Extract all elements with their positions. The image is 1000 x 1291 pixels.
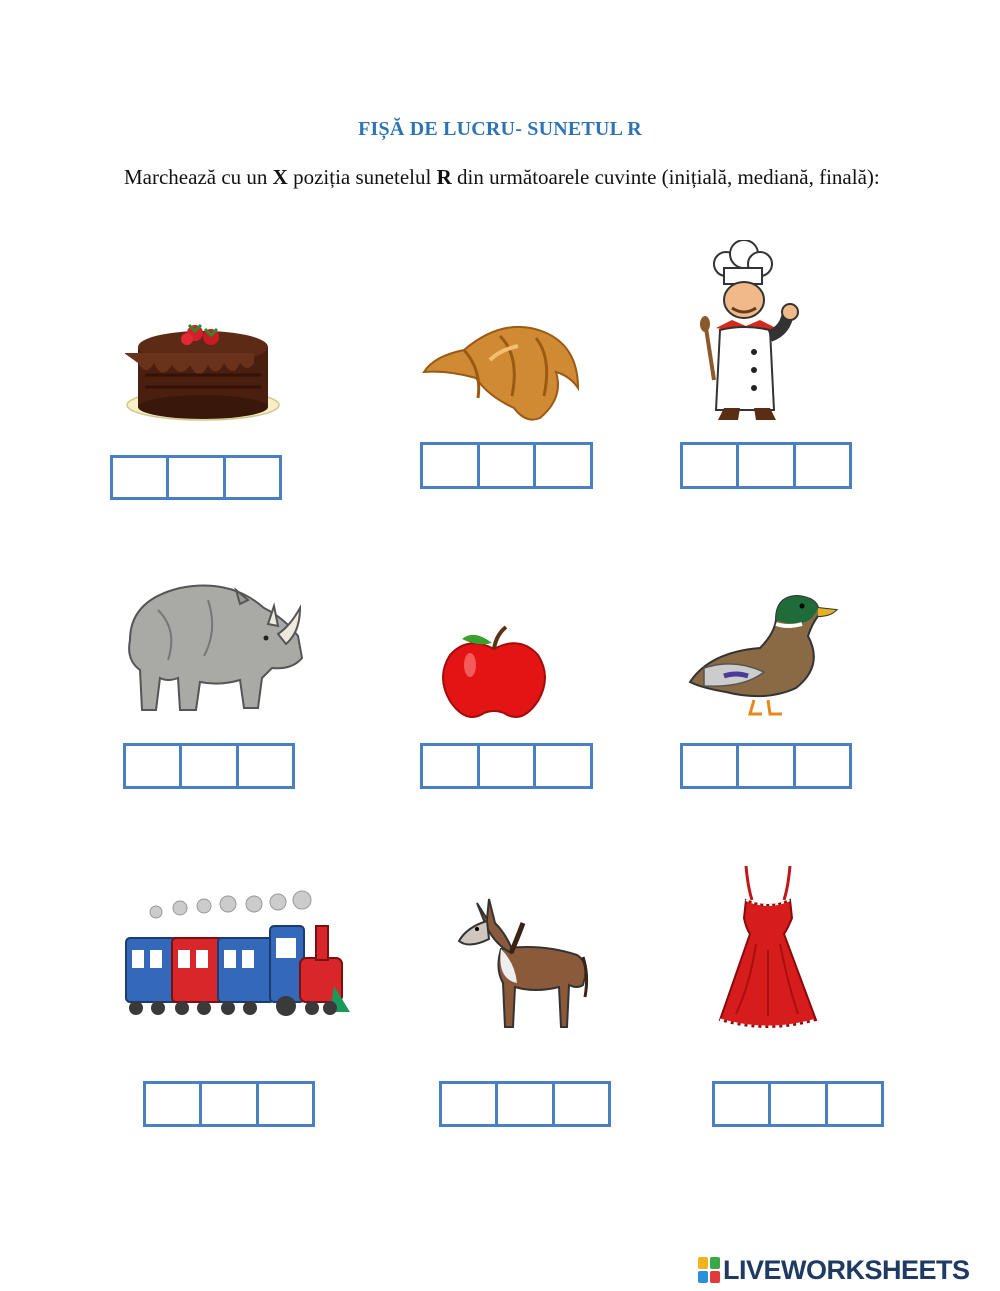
answer-cell-medial[interactable] <box>739 445 795 486</box>
liveworksheets-logo-icon <box>698 1257 720 1283</box>
answer-cell-final[interactable] <box>796 746 849 786</box>
answer-cell-final[interactable] <box>259 1084 312 1124</box>
croissant-image <box>420 320 582 428</box>
answer-boxes-5 <box>420 743 593 789</box>
answer-cell-initial[interactable] <box>442 1084 498 1124</box>
answer-cell-final[interactable] <box>555 1084 608 1124</box>
answer-boxes-8 <box>439 1081 611 1127</box>
chocolate-cake-image <box>125 315 285 425</box>
answer-boxes-1 <box>110 455 282 500</box>
instruction-text: Marchează cu un X poziția sunetelul R din următoarele cuvinte (inițială, mediană, finală): <box>124 165 880 189</box>
mallard-duck-image <box>684 590 839 718</box>
train-image <box>120 890 352 1025</box>
liveworksheets-brand[interactable] <box>698 1255 970 1285</box>
answer-cell-final[interactable] <box>239 746 292 786</box>
answer-cell-initial[interactable] <box>146 1084 202 1124</box>
chef-image <box>698 240 810 428</box>
brand-text: LIVEWORKSHEETS <box>723 1254 970 1285</box>
red-apple-image <box>440 625 552 720</box>
answer-cell-medial[interactable] <box>498 1084 554 1124</box>
donkey-image <box>455 893 591 1033</box>
answer-cell-final[interactable] <box>536 746 590 786</box>
answer-cell-final[interactable] <box>536 445 590 486</box>
answer-cell-initial[interactable] <box>683 445 739 486</box>
rhinoceros-image <box>118 570 306 720</box>
answer-cell-medial[interactable] <box>169 458 225 497</box>
answer-cell-medial[interactable] <box>202 1084 258 1124</box>
answer-cell-initial[interactable] <box>423 445 480 486</box>
answer-boxes-4 <box>123 743 295 789</box>
answer-cell-final[interactable] <box>828 1084 881 1124</box>
answer-cell-medial[interactable] <box>739 746 795 786</box>
answer-cell-final[interactable] <box>226 458 279 497</box>
answer-cell-initial[interactable] <box>715 1084 771 1124</box>
answer-cell-medial[interactable] <box>480 746 537 786</box>
answer-cell-initial[interactable] <box>683 746 739 786</box>
answer-boxes-2 <box>420 442 593 489</box>
red-dress-image <box>716 860 820 1032</box>
answer-cell-initial[interactable] <box>423 746 480 786</box>
answer-cell-final[interactable] <box>796 445 849 486</box>
answer-cell-medial[interactable] <box>771 1084 827 1124</box>
answer-cell-medial[interactable] <box>182 746 238 786</box>
answer-cell-initial[interactable] <box>113 458 169 497</box>
answer-boxes-9 <box>712 1081 884 1127</box>
page-title: FIȘĂ DE LUCRU- SUNETUL R <box>358 118 642 140</box>
answer-cell-initial[interactable] <box>126 746 182 786</box>
answer-cell-medial[interactable] <box>480 445 537 486</box>
answer-boxes-7 <box>143 1081 315 1127</box>
answer-boxes-6 <box>680 743 852 789</box>
answer-boxes-3 <box>680 442 852 489</box>
